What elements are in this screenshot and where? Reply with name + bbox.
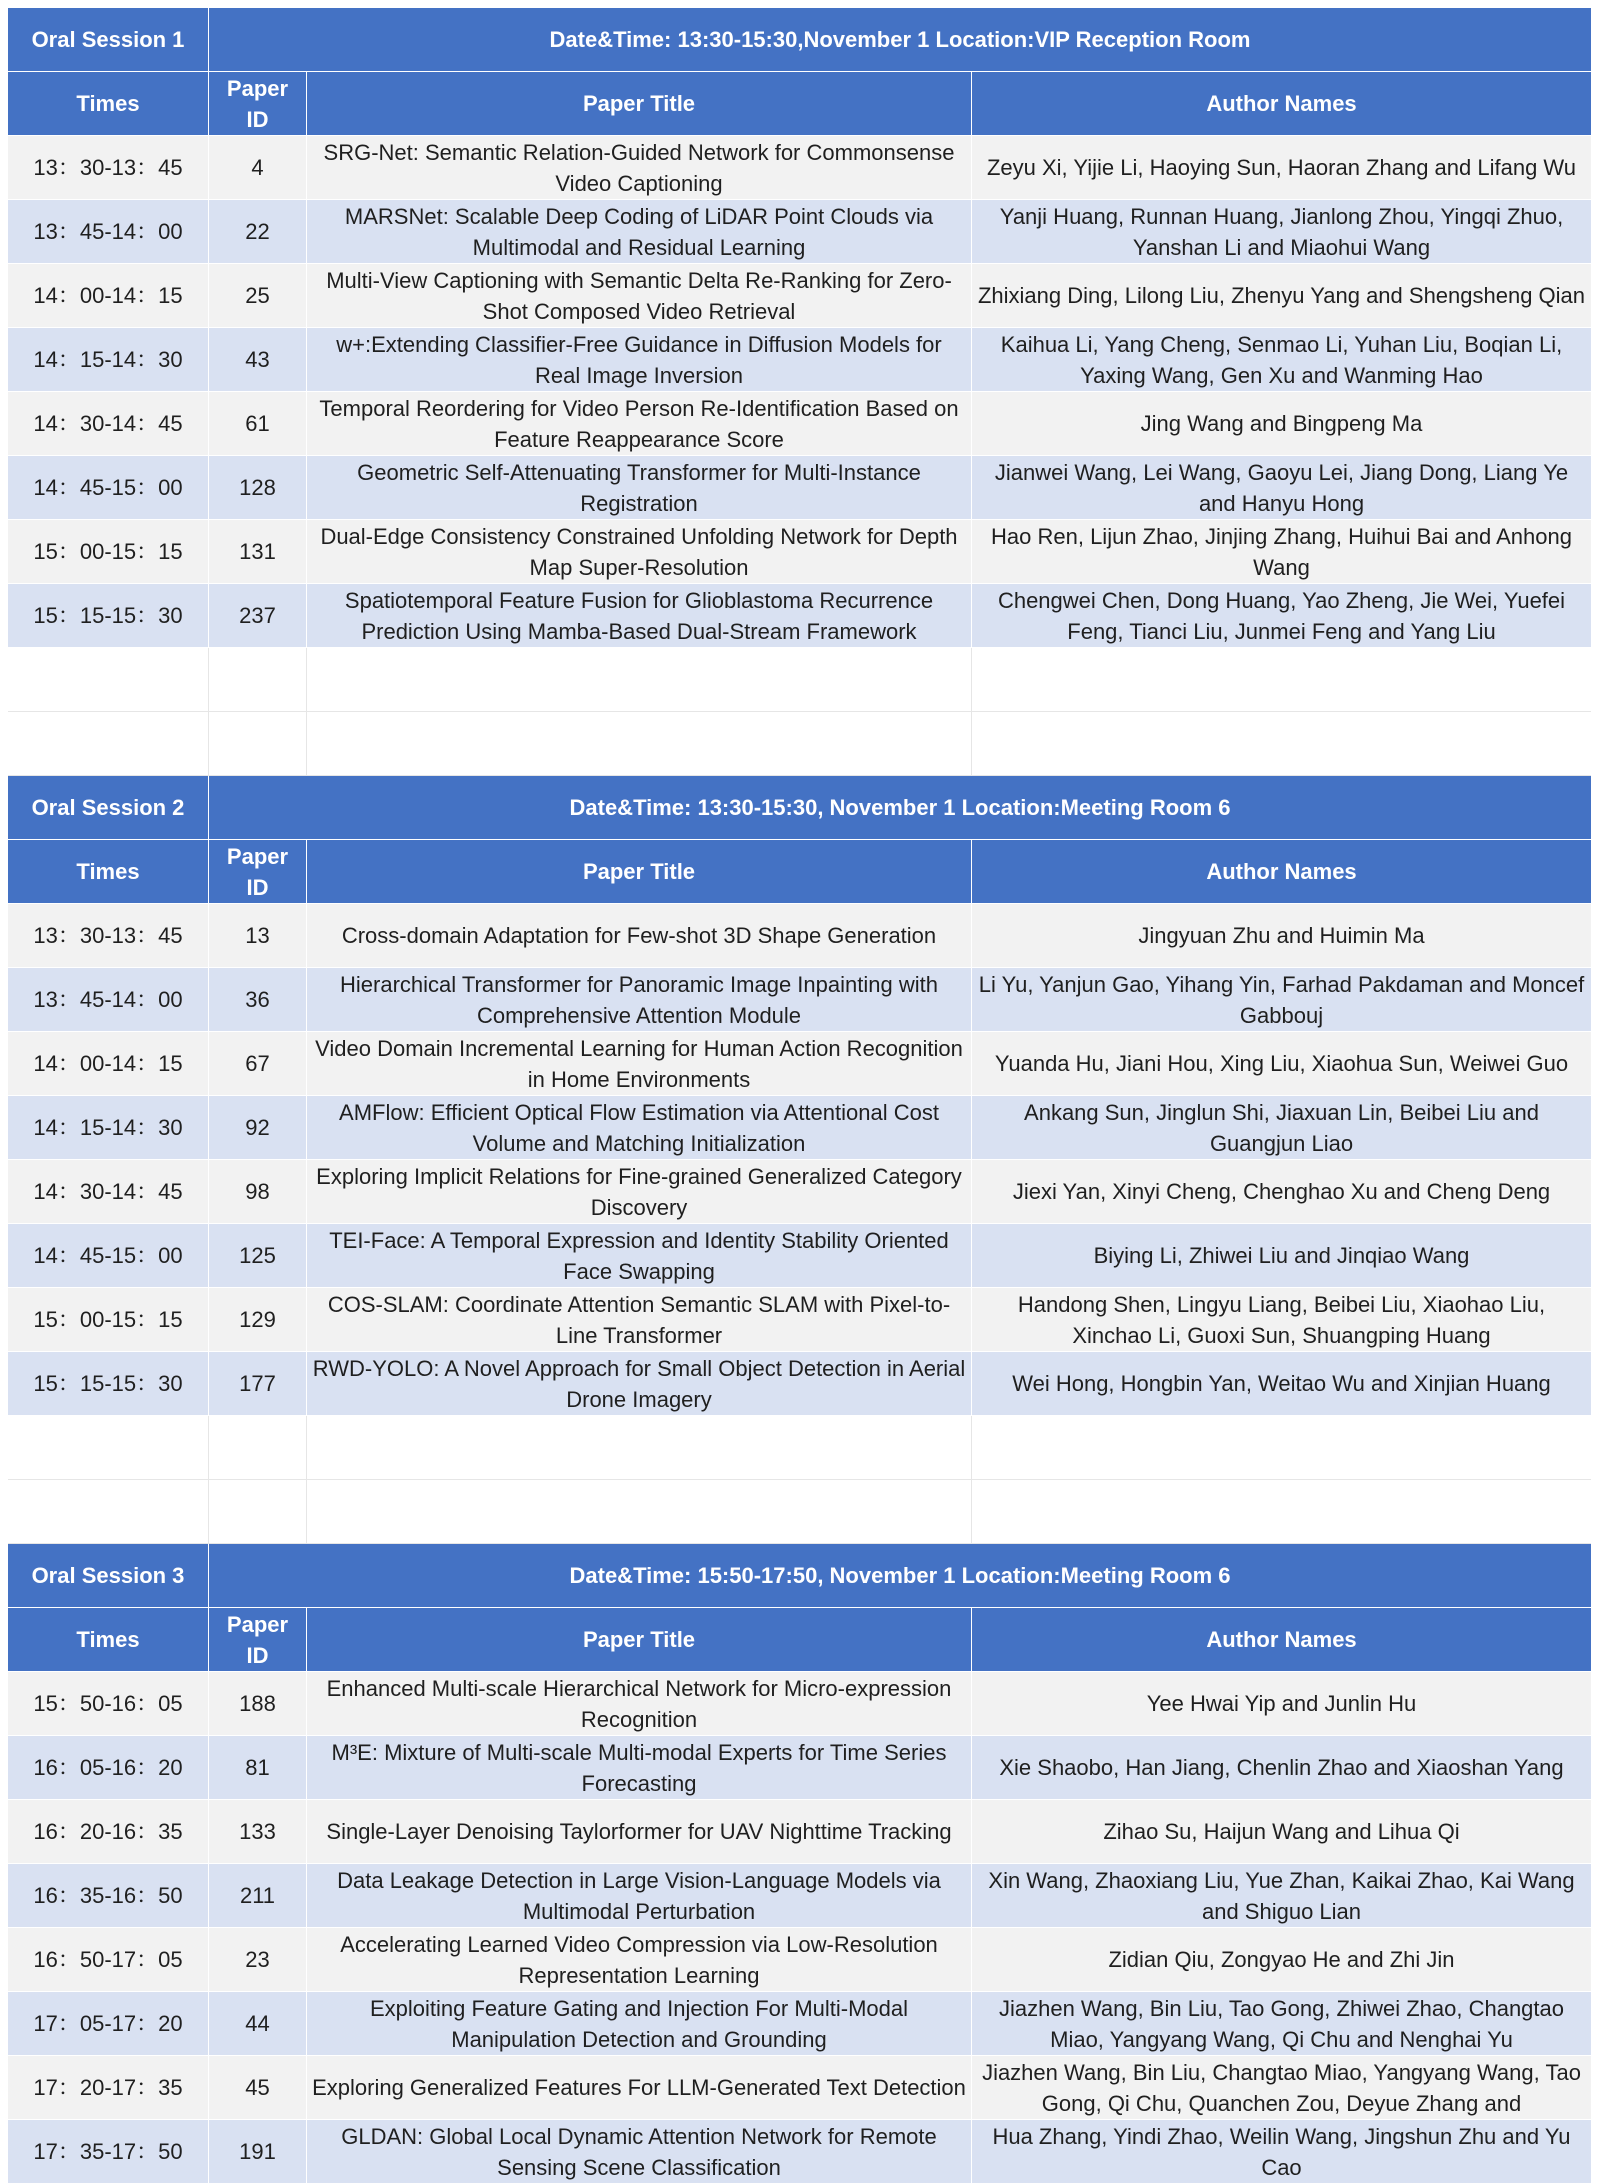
header-paper-id: Paper ID — [209, 72, 307, 135]
paper-title-cell: Temporal Reordering for Video Person Re-Identification Based on Feature Reappearance Score — [307, 392, 972, 455]
blank-cell — [307, 712, 972, 775]
blank-row — [8, 1480, 1591, 1544]
time-cell: 15：00-15：15 — [8, 520, 209, 583]
time-cell: 14：00-14：15 — [8, 1032, 209, 1095]
column-header-row — [8, 1608, 1591, 1672]
paper-id-cell: 188 — [209, 1672, 307, 1735]
paper-title-cell: GLDAN: Global Local Dynamic Attention Network for Remote Sensing Scene Classification — [307, 2120, 972, 2183]
schedule-table — [8, 8, 1591, 2184]
authors-cell: Jiexi Yan, Xinyi Cheng, Chenghao Xu and Cheng Deng — [972, 1160, 1591, 1223]
session-name: Oral Session 2 — [8, 776, 209, 839]
session-info: Date&Time: 13:30-15:30,November 1 Location:VIP Reception Room — [209, 8, 1591, 71]
header-paper-title: Paper Title — [307, 1608, 972, 1671]
time-cell: 14：15-14：30 — [8, 1096, 209, 1159]
authors-cell: Xie Shaobo, Han Jiang, Chenlin Zhao and Xiaoshan Yang — [972, 1736, 1591, 1799]
blank-cell — [8, 712, 209, 775]
table-row — [8, 1160, 1591, 1224]
paper-id-cell: 98 — [209, 1160, 307, 1223]
table-row — [8, 136, 1591, 200]
table-row — [8, 968, 1591, 1032]
blank-cell — [209, 648, 307, 711]
authors-cell: Yee Hwai Yip and Junlin Hu — [972, 1672, 1591, 1735]
paper-title-cell: Single-Layer Denoising Taylorformer for UAV Nighttime Tracking — [307, 1800, 972, 1863]
blank-cell — [8, 648, 209, 711]
session-header-row — [8, 776, 1591, 840]
paper-id-cell: 133 — [209, 1800, 307, 1863]
table-row — [8, 1288, 1591, 1352]
paper-title-cell: Accelerating Learned Video Compression via Low-Resolution Representation Learning — [307, 1928, 972, 1991]
session-name: Oral Session 1 — [8, 8, 209, 71]
authors-cell: Hao Ren, Lijun Zhao, Jinjing Zhang, Huihui Bai and Anhong Wang — [972, 520, 1591, 583]
time-cell: 14：00-14：15 — [8, 264, 209, 327]
session-header-row — [8, 1544, 1591, 1608]
authors-cell: Wei Hong, Hongbin Yan, Weitao Wu and Xinjian Huang — [972, 1352, 1591, 1415]
header-author-names: Author Names — [972, 840, 1591, 903]
authors-cell: Hua Zhang, Yindi Zhao, Weilin Wang, Jingshun Zhu and Yu Cao — [972, 2120, 1591, 2183]
header-paper-title: Paper Title — [307, 840, 972, 903]
paper-id-cell: 191 — [209, 2120, 307, 2183]
paper-title-cell: Exploring Implicit Relations for Fine-grained Generalized Category Discovery — [307, 1160, 972, 1223]
blank-cell — [209, 1416, 307, 1479]
header-times: Times — [8, 72, 209, 135]
blank-row — [8, 712, 1591, 776]
paper-id-cell: 211 — [209, 1864, 307, 1927]
authors-cell: Zhixiang Ding, Lilong Liu, Zhenyu Yang and Shengsheng Qian — [972, 264, 1591, 327]
authors-cell: Kaihua Li, Yang Cheng, Senmao Li, Yuhan Liu, Boqian Li, Yaxing Wang, Gen Xu and Wanming Hao — [972, 328, 1591, 391]
paper-title-cell: M³E: Mixture of Multi-scale Multi-modal Experts for Time Series Forecasting — [307, 1736, 972, 1799]
table-row — [8, 1928, 1591, 1992]
session-name: Oral Session 3 — [8, 1544, 209, 1607]
paper-title-cell: Multi-View Captioning with Semantic Delta Re-Ranking for Zero-Shot Composed Video Retrieval — [307, 264, 972, 327]
time-cell: 13：45-14：00 — [8, 200, 209, 263]
paper-id-cell: 36 — [209, 968, 307, 1031]
paper-id-cell: 67 — [209, 1032, 307, 1095]
header-times: Times — [8, 840, 209, 903]
table-row — [8, 584, 1591, 648]
paper-title-cell: Cross-domain Adaptation for Few-shot 3D Shape Generation — [307, 904, 972, 967]
time-cell: 14：30-14：45 — [8, 392, 209, 455]
session-info: Date&Time: 13:30-15:30, November 1 Location:Meeting Room 6 — [209, 776, 1591, 839]
table-row — [8, 2120, 1591, 2184]
authors-cell: Xin Wang, Zhaoxiang Liu, Yue Zhan, Kaikai Zhao, Kai Wang and Shiguo Lian — [972, 1864, 1591, 1927]
paper-id-cell: 237 — [209, 584, 307, 647]
table-row — [8, 904, 1591, 968]
paper-title-cell: Geometric Self-Attenuating Transformer for Multi-Instance Registration — [307, 456, 972, 519]
session-header-row — [8, 8, 1591, 72]
paper-id-cell: 45 — [209, 2056, 307, 2119]
paper-title-cell: w+:Extending Classifier-Free Guidance in Diffusion Models for Real Image Inversion — [307, 328, 972, 391]
header-author-names: Author Names — [972, 1608, 1591, 1671]
time-cell: 17：20-17：35 — [8, 2056, 209, 2119]
time-cell: 15：15-15：30 — [8, 1352, 209, 1415]
blank-cell — [8, 1416, 209, 1479]
column-header-row — [8, 72, 1591, 136]
table-row — [8, 1992, 1591, 2056]
blank-cell — [8, 1480, 209, 1543]
table-row — [8, 1736, 1591, 1800]
table-row — [8, 1352, 1591, 1416]
header-times: Times — [8, 1608, 209, 1671]
blank-cell — [209, 1480, 307, 1543]
blank-cell — [307, 1480, 972, 1543]
time-cell: 13：30-13：45 — [8, 136, 209, 199]
paper-title-cell: Hierarchical Transformer for Panoramic Image Inpainting with Comprehensive Attention Module — [307, 968, 972, 1031]
blank-cell — [307, 648, 972, 711]
time-cell: 13：45-14：00 — [8, 968, 209, 1031]
paper-id-cell: 125 — [209, 1224, 307, 1287]
paper-title-cell: Data Leakage Detection in Large Vision-Language Models via Multimodal Perturbation — [307, 1864, 972, 1927]
header-paper-title: Paper Title — [307, 72, 972, 135]
paper-id-cell: 81 — [209, 1736, 307, 1799]
time-cell: 16：05-16：20 — [8, 1736, 209, 1799]
time-cell: 13：30-13：45 — [8, 904, 209, 967]
blank-row — [8, 1416, 1591, 1480]
table-row — [8, 1800, 1591, 1864]
authors-cell: Jiazhen Wang, Bin Liu, Tao Gong, Zhiwei Zhao, Changtao Miao, Yangyang Wang, Qi Chu and Nenghai Yu — [972, 1992, 1591, 2055]
paper-id-cell: 128 — [209, 456, 307, 519]
authors-cell: Jing Wang and Bingpeng Ma — [972, 392, 1591, 455]
blank-cell — [972, 712, 1591, 775]
authors-cell: Zeyu Xi, Yijie Li, Haoying Sun, Haoran Zhang and Lifang Wu — [972, 136, 1591, 199]
time-cell: 17：35-17：50 — [8, 2120, 209, 2183]
paper-id-cell: 44 — [209, 1992, 307, 2055]
blank-cell — [307, 1416, 972, 1479]
time-cell: 17：05-17：20 — [8, 1992, 209, 2055]
blank-cell — [972, 1416, 1591, 1479]
paper-id-cell: 25 — [209, 264, 307, 327]
paper-title-cell: COS-SLAM: Coordinate Attention Semantic SLAM with Pixel-to-Line Transformer — [307, 1288, 972, 1351]
blank-row — [8, 648, 1591, 712]
authors-cell: Yuanda Hu, Jiani Hou, Xing Liu, Xiaohua Sun, Weiwei Guo — [972, 1032, 1591, 1095]
authors-cell: Biying Li, Zhiwei Liu and Jinqiao Wang — [972, 1224, 1591, 1287]
time-cell: 16：20-16：35 — [8, 1800, 209, 1863]
authors-cell: Yanji Huang, Runnan Huang, Jianlong Zhou, Yingqi Zhuo, Yanshan Li and Miaohui Wang — [972, 200, 1591, 263]
table-row — [8, 328, 1591, 392]
paper-title-cell: Spatiotemporal Feature Fusion for Glioblastoma Recurrence Prediction Using Mamba-Based Dual-Stream Framework — [307, 584, 972, 647]
paper-id-cell: 129 — [209, 1288, 307, 1351]
authors-cell: Chengwei Chen, Dong Huang, Yao Zheng, Jie Wei, Yuefei Feng, Tianci Liu, Junmei Feng and Yang Liu — [972, 584, 1591, 647]
paper-title-cell: Exploring Generalized Features For LLM-Generated Text Detection — [307, 2056, 972, 2119]
paper-title-cell: Enhanced Multi-scale Hierarchical Network for Micro-expression Recognition — [307, 1672, 972, 1735]
time-cell: 15：15-15：30 — [8, 584, 209, 647]
paper-id-cell: 92 — [209, 1096, 307, 1159]
paper-title-cell: TEI-Face: A Temporal Expression and Identity Stability Oriented Face Swapping — [307, 1224, 972, 1287]
blank-cell — [972, 648, 1591, 711]
table-row — [8, 520, 1591, 584]
paper-id-cell: 61 — [209, 392, 307, 455]
table-row — [8, 2056, 1591, 2120]
time-cell: 16：35-16：50 — [8, 1864, 209, 1927]
time-cell: 15：50-16：05 — [8, 1672, 209, 1735]
column-header-row — [8, 840, 1591, 904]
table-row — [8, 1096, 1591, 1160]
session-info: Date&Time: 15:50-17:50, November 1 Location:Meeting Room 6 — [209, 1544, 1591, 1607]
table-row — [8, 1224, 1591, 1288]
blank-cell — [972, 1480, 1591, 1543]
paper-title-cell: Exploiting Feature Gating and Injection For Multi-Modal Manipulation Detection and Grounding — [307, 1992, 972, 2055]
header-paper-id: Paper ID — [209, 1608, 307, 1671]
authors-cell: Zihao Su, Haijun Wang and Lihua Qi — [972, 1800, 1591, 1863]
paper-id-cell: 43 — [209, 328, 307, 391]
authors-cell: Ankang Sun, Jinglun Shi, Jiaxuan Lin, Beibei Liu and Guangjun Liao — [972, 1096, 1591, 1159]
paper-id-cell: 177 — [209, 1352, 307, 1415]
authors-cell: Zidian Qiu, Zongyao He and Zhi Jin — [972, 1928, 1591, 1991]
paper-title-cell: AMFlow: Efficient Optical Flow Estimation via Attentional Cost Volume and Matching Initialization — [307, 1096, 972, 1159]
paper-title-cell: Video Domain Incremental Learning for Human Action Recognition in Home Environments — [307, 1032, 972, 1095]
paper-title-cell: RWD-YOLO: A Novel Approach for Small Object Detection in Aerial Drone Imagery — [307, 1352, 972, 1415]
table-row — [8, 392, 1591, 456]
table-row — [8, 456, 1591, 520]
table-row — [8, 264, 1591, 328]
authors-cell: Handong Shen, Lingyu Liang, Beibei Liu, Xiaohao Liu, Xinchao Li, Guoxi Sun, Shuangping Huang — [972, 1288, 1591, 1351]
authors-cell: Jingyuan Zhu and Huimin Ma — [972, 904, 1591, 967]
paper-title-cell: SRG-Net: Semantic Relation-Guided Network for Commonsense Video Captioning — [307, 136, 972, 199]
paper-id-cell: 4 — [209, 136, 307, 199]
time-cell: 14：45-15：00 — [8, 1224, 209, 1287]
blank-cell — [209, 712, 307, 775]
header-paper-id: Paper ID — [209, 840, 307, 903]
table-row — [8, 1032, 1591, 1096]
table-row — [8, 200, 1591, 264]
header-author-names: Author Names — [972, 72, 1591, 135]
time-cell: 16：50-17：05 — [8, 1928, 209, 1991]
time-cell: 14：15-14：30 — [8, 328, 209, 391]
paper-id-cell: 23 — [209, 1928, 307, 1991]
authors-cell: Li Yu, Yanjun Gao, Yihang Yin, Farhad Pakdaman and Moncef Gabbouj — [972, 968, 1591, 1031]
paper-id-cell: 22 — [209, 200, 307, 263]
time-cell: 15：00-15：15 — [8, 1288, 209, 1351]
authors-cell: Jiazhen Wang, Bin Liu, Changtao Miao, Yangyang Wang, Tao Gong, Qi Chu, Quanchen Zou, Deyue Zhang and — [972, 2056, 1591, 2119]
table-row — [8, 1864, 1591, 1928]
authors-cell: Jianwei Wang, Lei Wang, Gaoyu Lei, Jiang Dong, Liang Ye and Hanyu Hong — [972, 456, 1591, 519]
paper-title-cell: Dual-Edge Consistency Constrained Unfolding Network for Depth Map Super-Resolution — [307, 520, 972, 583]
table-row — [8, 1672, 1591, 1736]
time-cell: 14：30-14：45 — [8, 1160, 209, 1223]
paper-id-cell: 13 — [209, 904, 307, 967]
paper-title-cell: MARSNet: Scalable Deep Coding of LiDAR Point Clouds via Multimodal and Residual Learning — [307, 200, 972, 263]
paper-id-cell: 131 — [209, 520, 307, 583]
time-cell: 14：45-15：00 — [8, 456, 209, 519]
